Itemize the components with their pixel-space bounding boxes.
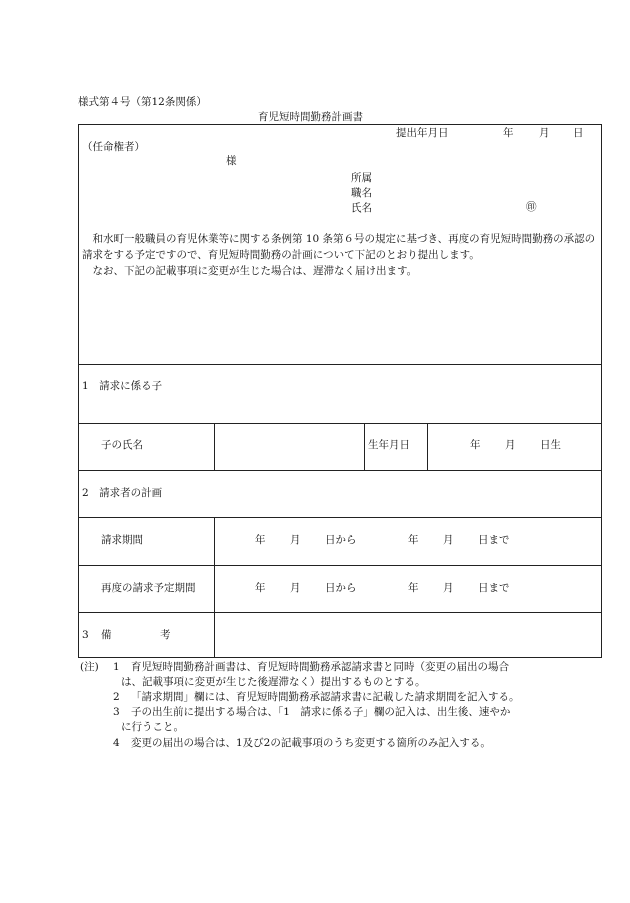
submit-year-unit: 年 bbox=[503, 127, 514, 139]
position-label: 職名 bbox=[351, 187, 372, 199]
note-number: 2 bbox=[113, 691, 120, 703]
note-number: 1 bbox=[113, 661, 120, 673]
divider bbox=[78, 364, 602, 365]
re-start-year: 年 bbox=[255, 582, 266, 594]
remarks-label-char2: 考 bbox=[160, 629, 171, 641]
divider bbox=[427, 423, 428, 470]
note-text-continued: は、記載事項に変更が生じた後遅滞なく）提出するものとする。 bbox=[121, 676, 426, 688]
note-number: 3 bbox=[113, 706, 120, 718]
section3-number: 3 bbox=[82, 629, 89, 641]
name-label: 氏名 bbox=[351, 202, 372, 214]
affiliation-label: 所属 bbox=[351, 172, 372, 184]
period-start-month: 月 bbox=[290, 534, 301, 546]
re-end-month: 月 bbox=[443, 582, 454, 594]
birth-month-unit: 月 bbox=[505, 439, 516, 451]
period-end-day: 日まで bbox=[478, 534, 510, 546]
child-name-label: 子の氏名 bbox=[101, 439, 143, 451]
section2-heading: 2 請求者の計画 bbox=[82, 487, 163, 499]
request-period-label: 請求期間 bbox=[101, 534, 143, 546]
re-end-day: 日まで bbox=[478, 582, 510, 594]
divider bbox=[214, 423, 215, 470]
period-end-year: 年 bbox=[408, 534, 419, 546]
note-number: 4 bbox=[113, 737, 120, 749]
document-title: 育児短時間勤務計画書 bbox=[258, 111, 363, 123]
remarks-label-char1: 備 bbox=[101, 629, 112, 641]
note-text: 変更の届出の場合は、1及び2の記載事項のうち変更する箇所のみ記入する。 bbox=[131, 737, 491, 749]
divider bbox=[364, 423, 365, 470]
re-start-day: 日から bbox=[325, 582, 357, 594]
divider bbox=[78, 423, 602, 424]
re-start-month: 月 bbox=[290, 582, 301, 594]
note-text-continued: に行うこと。 bbox=[121, 721, 184, 733]
form-number-label: 様式第４号（第12条関係） bbox=[78, 96, 207, 108]
appointer-label: （任命権者） bbox=[82, 141, 145, 153]
re-end-year: 年 bbox=[408, 582, 419, 594]
period-start-day: 日から bbox=[325, 534, 357, 546]
submit-day-unit: 日 bbox=[573, 127, 584, 139]
birth-day-unit: 日生 bbox=[540, 439, 561, 451]
note-text: 子の出生前に提出する場合は、「1 請求に係る子」欄の記入は、出生後、速やか bbox=[131, 706, 511, 718]
divider bbox=[78, 565, 602, 566]
note-text: 育児短時間勤務計画書は、育児短時間勤務承認請求書と同時（変更の届出の場合 bbox=[131, 661, 509, 673]
period-end-month: 月 bbox=[443, 534, 454, 546]
re-request-period-label: 再度の請求予定期間 bbox=[101, 582, 196, 594]
submit-date-label: 提出年月日 bbox=[396, 127, 449, 139]
divider bbox=[78, 612, 602, 613]
body-paragraph-1: 和水町一般職員の育児休業等に関する条例第 10 条第６号の規定に基づき、再度の育児短時間勤務の承認の請求をする予定ですので、育児短時間勤務の計画について下記のとおり提出します。 bbox=[82, 233, 596, 261]
birth-year-unit: 年 bbox=[470, 439, 481, 451]
notes-prefix: (注) bbox=[80, 661, 99, 673]
honorific-label: 様 bbox=[226, 155, 237, 167]
divider bbox=[214, 517, 215, 658]
body-paragraph-2: なお、下記の記載事項に変更が生じた場合は、遅滞なく届け出ます。 bbox=[92, 265, 418, 277]
birthdate-label: 生年月日 bbox=[368, 439, 410, 451]
seal-mark: ㊞ bbox=[526, 201, 537, 213]
submit-month-unit: 月 bbox=[539, 127, 550, 139]
divider bbox=[78, 470, 602, 471]
period-start-year: 年 bbox=[255, 534, 266, 546]
note-text: 「請求期間」欄には、育児短時間勤務承認請求書に記載した請求期間を記入する。 bbox=[131, 691, 520, 703]
section1-heading: 1 請求に係る子 bbox=[82, 380, 163, 392]
divider bbox=[78, 517, 602, 518]
